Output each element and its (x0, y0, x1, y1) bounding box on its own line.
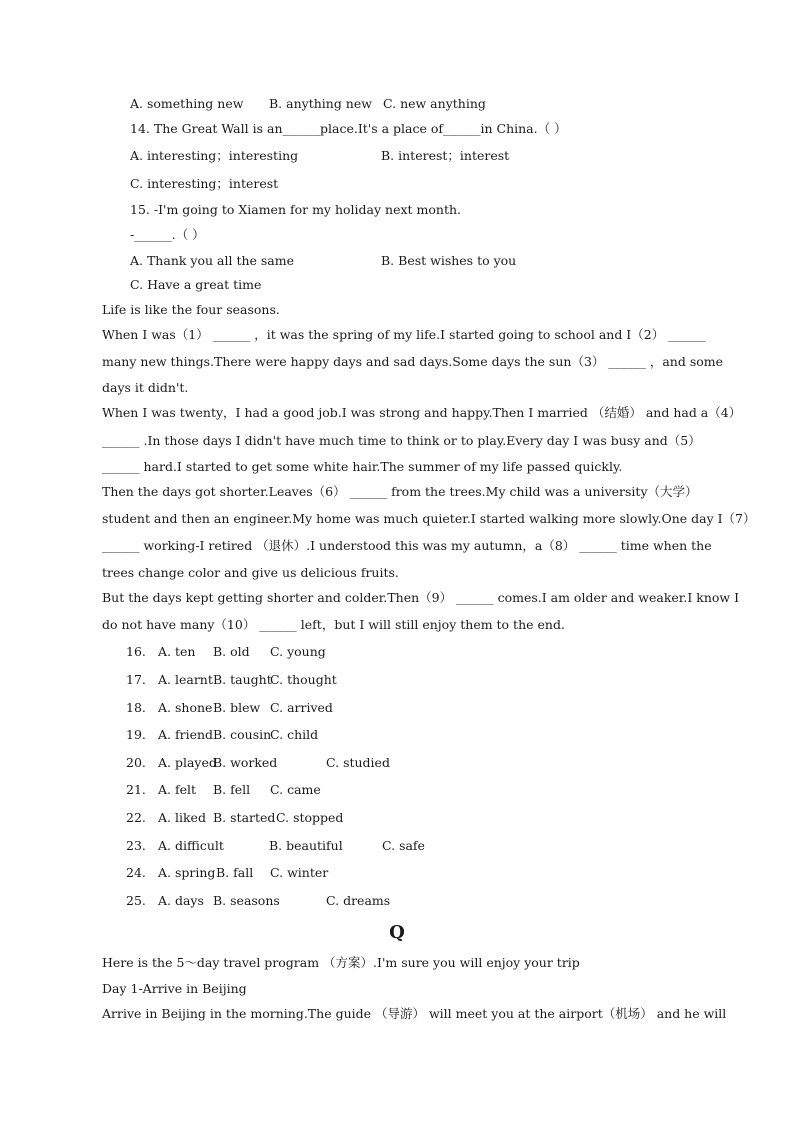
question-number: 22. (126, 810, 146, 825)
question-number: 16. (126, 644, 146, 659)
passage-line: When I was twenty，I had a good job.I was strong and happy.Then I married （结婚） and had a（4） (102, 405, 742, 420)
option-a: A. shone (158, 700, 213, 715)
passage-line: ______ .In those days I didn't have much time to think or to play.Every day I was busy and（5） (102, 433, 701, 448)
passage-line: student and then an engineer.My home was much quieter.I started walking more slowly.One day I（7） (102, 511, 756, 526)
option-b: B. fell (213, 782, 251, 797)
option-b: B. blew (213, 700, 261, 715)
travel-day1-heading: Day 1-Arrive in Beijing (102, 981, 247, 996)
q15-reply: -______.（ ） (130, 227, 205, 242)
option-b: B. old (213, 644, 250, 659)
q15-stem: 15. -I'm going to Xiamen for my holiday next month. (130, 202, 461, 217)
passage-title: Life is like the four seasons. (102, 302, 280, 317)
option-b: B. cousin (213, 727, 272, 742)
q14-option-c: C. interesting；interest (130, 176, 279, 191)
question-number: 17. (126, 672, 146, 687)
q15-option-c: C. Have a great time (130, 277, 262, 292)
q14-option-a: A. interesting；interesting (130, 148, 299, 163)
option-b: B. started (213, 810, 276, 825)
question-number: 21. (126, 782, 146, 797)
option-c: C. stopped (276, 810, 344, 825)
q14-stem: 14. The Great Wall is an______place.It's a place of______in China.（ ） (130, 121, 567, 136)
option-a: A. played (158, 755, 217, 770)
passage-line: But the days kept getting shorter and colder.Then（9） ______ comes.I am older and weaker.I know I (102, 590, 740, 605)
option-a: A. liked (158, 810, 206, 825)
option-c: C. safe (382, 838, 425, 853)
passage-line: When I was（1） ______ ，it was the spring of my life.I started going to school and I（2） ______ (102, 327, 706, 342)
passage-line: do not have many（10） ______ left，but I will still enjoy them to the end. (102, 617, 565, 632)
option-c: C. young (270, 644, 326, 659)
option-a: A. learnt (158, 672, 213, 687)
q15-option-b: B. Best wishes to you (381, 253, 517, 268)
passage-line: ______ hard.I started to get some white hair.The summer of my life passed quickly. (102, 459, 623, 474)
option-c: C. studied (326, 755, 390, 770)
question-number: 25. (126, 893, 146, 908)
question-number: 20. (126, 755, 146, 770)
option-c: C. dreams (326, 893, 391, 908)
option-a: A. felt (158, 782, 197, 797)
option-a: A. spring (158, 865, 216, 880)
q13-option-b: B. anything new (269, 96, 372, 111)
travel-day1-text: Arrive in Beijing in the morning.The guide （导游） will meet you at the airport（机场） and he will (102, 1006, 727, 1021)
question-number: 18. (126, 700, 146, 715)
option-a: A. days (158, 893, 204, 908)
q13-option-a: A. something new (130, 96, 244, 111)
travel-intro: Here is the 5～day travel program （方案）.I'm sure you will enjoy your trip (102, 955, 580, 970)
passage-line: trees change color and give us delicious fruits. (102, 565, 399, 580)
passage-line: days it didn't. (102, 380, 189, 395)
section-marker: Q (389, 922, 405, 943)
question-number: 19. (126, 727, 146, 742)
question-number: 23. (126, 838, 146, 853)
passage-line: ______ working-I retired （退休）.I understood this was my autumn，a（8） ______ time when the (102, 538, 712, 553)
option-c: C. winter (270, 865, 329, 880)
q14-option-b: B. interest；interest (381, 148, 510, 163)
option-b: B. beautiful (269, 838, 343, 853)
option-c: C. child (270, 727, 319, 742)
question-number: 24. (126, 865, 146, 880)
passage-line: many new things.There were happy days and sad days.Some days the sun（3） ______ ，and some (102, 354, 724, 369)
option-a: A. ten (158, 644, 196, 659)
option-c: C. arrived (270, 700, 333, 715)
passage-line: Then the days got shorter.Leaves（6） ______ from the trees.My child was a university（大学） (102, 484, 698, 499)
option-c: C. thought (270, 672, 337, 687)
option-b: B. seasons (213, 893, 280, 908)
q15-option-a: A. Thank you all the same (130, 253, 295, 268)
option-b: B. worked (213, 755, 278, 770)
option-a: A. difficult (158, 838, 224, 853)
option-a: A. friend (158, 727, 214, 742)
q13-option-c: C. new anything (383, 96, 486, 111)
option-b: B. fall (216, 865, 254, 880)
option-c: C. came (270, 782, 321, 797)
option-b: B. taught (213, 672, 272, 687)
